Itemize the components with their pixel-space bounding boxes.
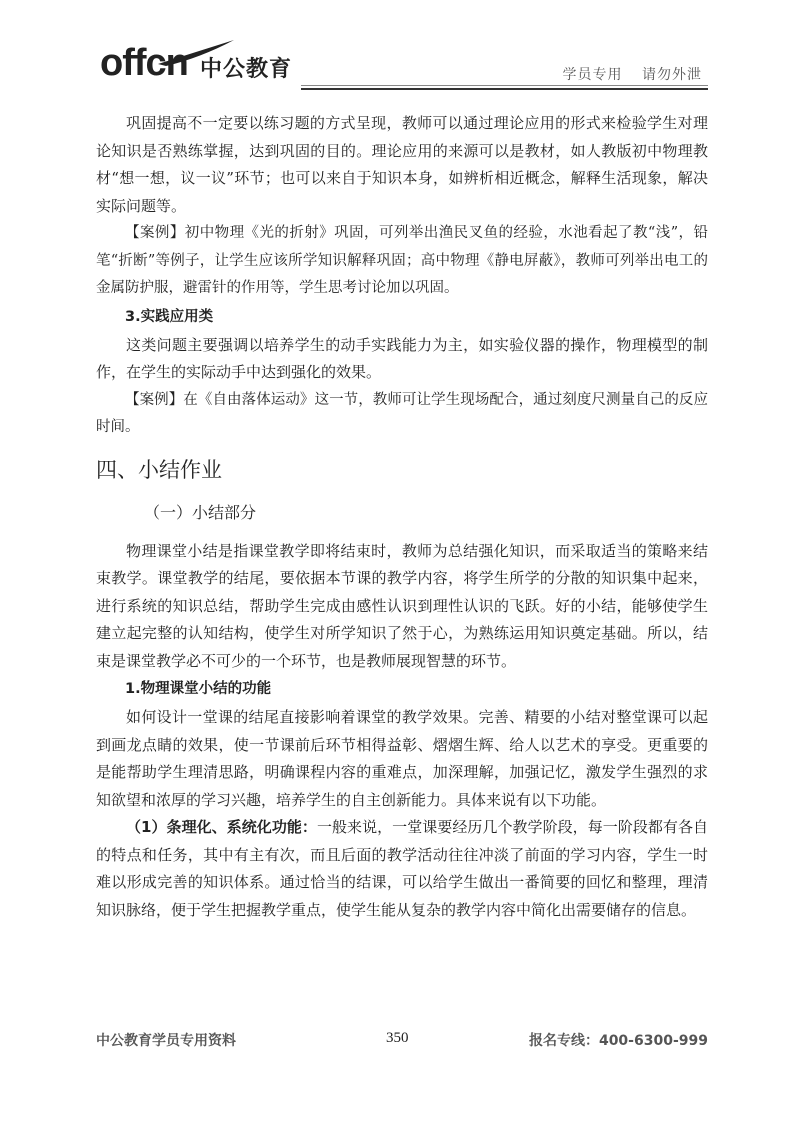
paragraph-summary-definition: 物理课堂小结是指课堂教学即将结束时，教师为总结强化知识，而采取适当的策略来结束教学。课堂教学的结尾，要依据本节课的教学内容，将学生所学的分散的知识集中起来，进行系统的知识总结，帮助学生完成由感性认识到理性认识的飞跃。好的小结，能够使学生建立起完整的认知结构，使学生对所学知识了然于心，为熟练运用知识奠定基础。所以，结束是课堂教学必不可少的一个环节，也是教师展现智慧的环节。 <box>96 541 708 670</box>
systematic-function-text: 一般来说，一堂课要经历几个教学阶段，每一阶段都有各自的特点和任务，其中有主有次，而且后面的教学活动往往冲淡了前面的学习内容，学生一时难以形成完善的知识体系。通过恰当的结课，可以给学生做出一番简要的回忆和整理，理清知识脉络，便于学生把握教学重点，使学生能从复杂的教学内容中简化出需要储存的信息。 <box>96 818 708 919</box>
logo-text: offcn <box>100 42 188 84</box>
footer-materials-label: 中公教育学员专用资料 <box>96 1033 236 1049</box>
paragraph-practice: 这类问题主要强调以培养学生的动手实践能力为主，如实验仪器的操作，物理模型的制作，在学生的实际动手中达到强化的效果。 <box>96 335 708 381</box>
paragraph-summary-function: 如何设计一堂课的结尾直接影响着课堂的教学效果。完善、精要的小结对整堂课可以起到画龙点睛的效果，使一节课前后环节相得益彰、熠熠生辉、给人以艺术的享受。更重要的是能帮助学生理清思路，明确课程内容的重难点，加深理解，加强记忆，激发学生强烈的求知欲望和浓厚的学习兴趣，培养学生的自主创新能力。具体来说有以下功能。 <box>96 708 708 809</box>
header-rule <box>301 88 708 90</box>
page-footer <box>96 1030 708 1060</box>
header-tagline <box>563 64 702 84</box>
tagline-students-only: 学员专用 <box>562 67 623 83</box>
footer-hotline: 报名专线：400-6300-999 <box>528 1033 708 1049</box>
page-number: 350 <box>386 1030 409 1046</box>
subsection-title-summary-part: （一）小结部分 <box>144 502 257 522</box>
paragraph-consolidation: 巩固提高不一定要以练习题的方式呈现，教师可以通过理论应用的形式来检验学生对理论知识是否熟练掌握，达到巩固的目的。理论应用的来源可以是教材，如人教版初中物理教材“想一想，议一议”环节；也可以来自于知识本身，如辨析相近概念，解释生活现象，解决实际问题等。 <box>96 114 708 215</box>
offcn-logo <box>96 38 316 90</box>
section-title-summary: 四、小结作业 <box>96 457 222 482</box>
tagline-do-not-distribute: 请勿外泄 <box>642 67 702 83</box>
paragraph-systematic-function <box>96 814 708 924</box>
logo-chinese-text: 中公教育 <box>200 57 293 82</box>
systematic-function-lead: （1）条理化、系统化功能： <box>126 818 317 836</box>
page-header <box>96 38 708 90</box>
heading-practice-application: 3.实践应用类 <box>125 308 214 325</box>
case-example-free-fall: 【案例】在《自由落体运动》这一节，教师可让学生现场配合，通过刻度尺测量自己的反应时间。 <box>96 391 708 435</box>
page-content <box>96 110 708 924</box>
case-example-refraction: 【案例】初中物理《光的折射》巩固，可列举出渔民叉鱼的经验，水池看起了教“浅”，铅笔“折断”等例子，让学生应该所学知识解释巩固；高中物理《静电屏蔽》，教师可列举出电工的金属防护服，避雷针的作用等，学生思考讨论加以巩固。 <box>96 225 708 296</box>
header-rule-thin <box>301 85 708 86</box>
heading-summary-function: 1.物理课堂小结的功能 <box>125 681 272 697</box>
